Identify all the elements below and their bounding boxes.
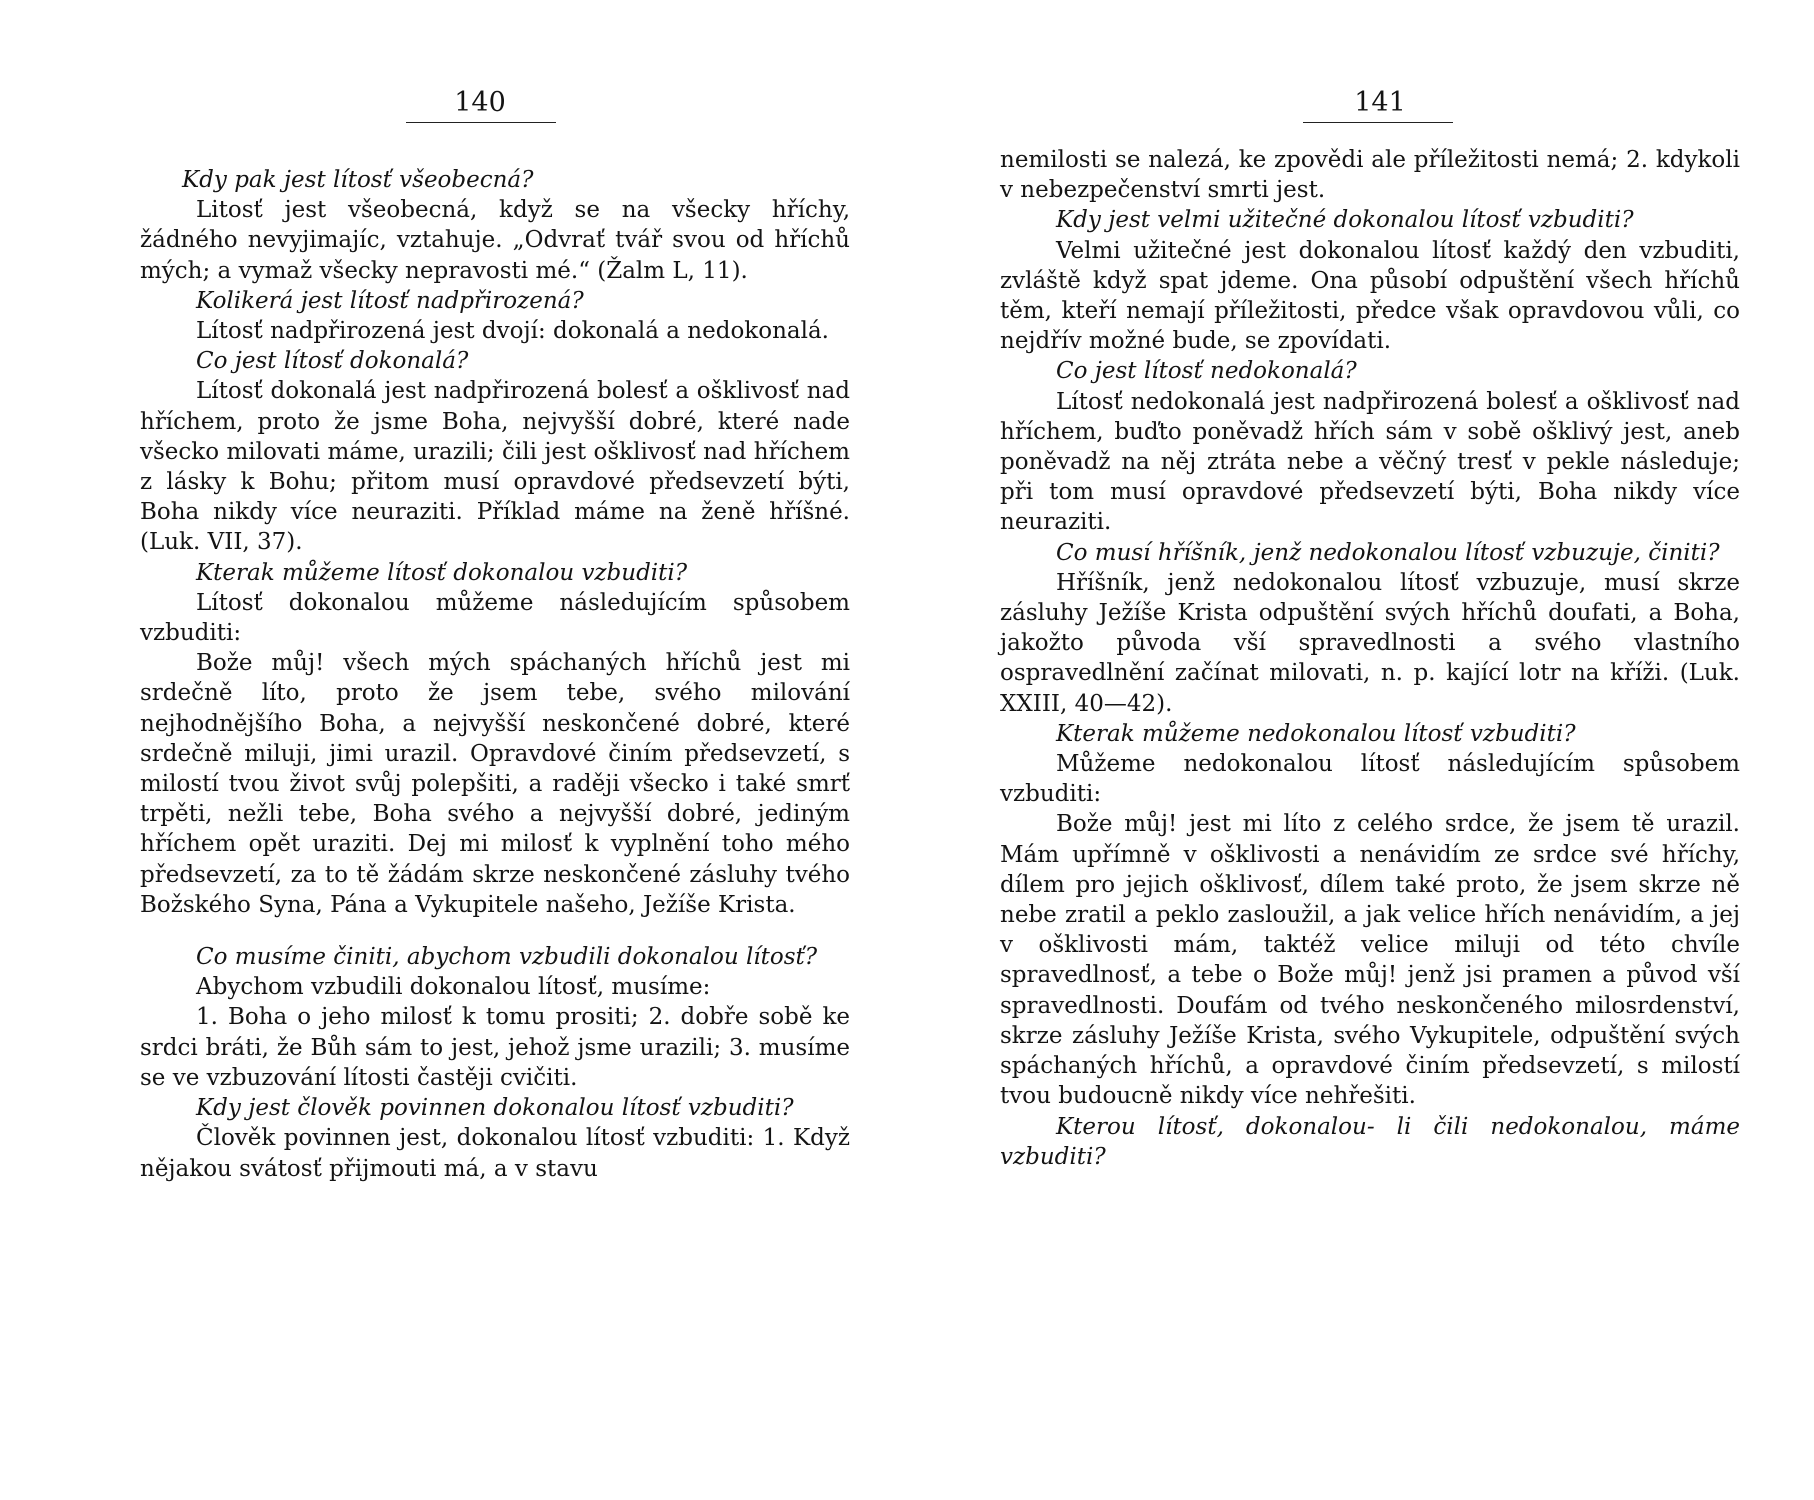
page-number-rule <box>406 122 556 123</box>
answer: Velmi užitečné jest dokonalou lítosť každý den vzbuditi, zvláště když spat jdeme. Ona působí odpuštění všech hříchů těm, kteří nemají příležitosti, předce však opravdovou vůli, co nejdřív možné bude, se zpovídati. <box>1000 237 1740 355</box>
question: Co musíme činiti, abychom vzbudili dokonalou lítosť? <box>196 944 818 971</box>
right-page <box>1000 0 1740 1172</box>
prayer: Bože můj! jest mi líto z celého srdce, že jsem tě urazil. Mám upřímně v ošklivosti a nenávidím ze srdce své hříchy, dílem pro jejich ošklivosť, dílem také proto, že jsem skrze ně nebe zratil a peklo zasloužil, a jak velice hřích nenávidím, a jej v ošklivosti mám, taktéž velice miluji od této chvíle spravedlnosť, a tebe o Bože můj! jenž jsi pramen a původ vší spravedlnosti. Doufám od tvého neskončeného milosrdenství, skrze zásluhy Ježíše Krista, svého Vykupitele, odpuštění svých spáchaných hříchů, a opravdové činím předsevzetí, s milostí tvou budoucně nikdy více nehřešiti. <box>1000 811 1740 1110</box>
question: Kdy jest člověk povinnen dokonalou lítosť vzbuditi? <box>196 1095 794 1122</box>
question: Kterak můžeme lítosť dokonalou vzbuditi? <box>196 559 688 586</box>
left-page <box>140 0 850 1184</box>
question: Kdy jest velmi užitečné dokonalou lítosť vzbuditi? <box>1056 207 1634 234</box>
question: Kterou lítosť, dokonalou- li čili nedokonalou, máme vzbuditi? <box>1000 1113 1740 1170</box>
answer: Lítosť nadpřirozená jest dvojí: dokonalá a nedokonalá. <box>196 318 829 345</box>
right-page-text <box>1000 145 1740 1172</box>
page-number: 141 <box>1354 87 1406 118</box>
answer: Abychom vzbudili dokonalou lítosť, musíme: <box>196 974 711 1001</box>
answer: Lítosť dokonalá jest nadpřirozená bolesť a ošklivosť nad hříchem, proto že jsme Boha, nejvyšší dobré, které nade všecko milovati máme, urazili; čili jest ošklivosť nad hříchem z lásky k Bohu; přitom musí opravdové předsevzetí býti, Boha nikdy více neuraziti. Příklad máme na ženě hříšné. (Luk. VII, 37). <box>140 378 850 556</box>
answer: Hříšník, jenž nedokonalou lítosť vzbuzuje, musí skrze zásluhy Ježíše Krista odpuštění svých hříchů doufati, a Boha, jakožto původa vší spravedlnosti a svého vlastního ospravedlnění začínat milovati, n. p. kající lotr na kříži. (Luk. XXIII, 40—42). <box>1000 569 1740 717</box>
question: Kolikerá jest lítosť nadpřirozená? <box>196 287 584 314</box>
continued-text: nemilosti se nalezá, ke zpovědi ale příležitosti nemá; 2. kdykoli v nebezpečenství smrti jest. <box>1000 147 1740 204</box>
question: Co jest lítosť dokonalá? <box>196 348 469 375</box>
answer: Lítosť nedokonalá jest nadpřirozená bolesť a ošklivosť nad hříchem, buďto poněvadž hřích sám v sobě ošklivý jest, aneb poněvadž na něj ztráta nebe a věčný tresť v pekle následuje; při tom musí opravdové předsevzetí býti, Boha nikdy více neuraziti. <box>1000 388 1740 536</box>
answer: Můžeme nedokonalou lítosť následujícím spůsobem vzbuditi: <box>1000 751 1740 808</box>
question: Co musí hříšník, jenž nedokonalou lítosť vzbuzuje, činiti? <box>1056 539 1720 566</box>
page-number-rule <box>1303 122 1453 123</box>
question: Kterak můžeme nedokonalou lítosť vzbuditi? <box>1056 720 1576 747</box>
answer: Člověk povinnen jest, dokonalou lítosť vzbuditi: 1. Když nějakou svátosť přijmouti má, a v stavu <box>140 1125 850 1182</box>
left-page-text <box>140 165 850 1184</box>
answer: Litosť jest všeobecná, když se na všecky hříchy, žádného nevyjimajíc, vztahuje. „Odvrať tvář svou od hříchů mých; a vymaž všecky nepravosti mé.“ (Žalm L, 11). <box>140 197 850 284</box>
question: Kdy pak jest lítosť všeobecná? <box>182 167 534 193</box>
question: Co jest lítosť nedokonalá? <box>1056 358 1357 385</box>
prayer: Bože můj! všech mých spáchaných hříchů jest mi srdečně líto, proto že jsem tebe, svého milování nejhodnějšího Boha, a nejvyšší neskončené dobré, které srdečně miluji, jimi urazil. Opravdové činím předsevzetí, s milostí tvou život svůj polepšiti, a raději všecko i také smrť trpěti, nežli tebe, Boha svého a nejvyšší dobré, jediným hříchem opět uraziti. Dej mi milosť k vyplnění toho mého předsevzetí, za to tě žádám skrze neskončené zásluhy tvého Božského Syna, Pána a Vykupitele našeho, Ježíše Krista. <box>140 650 850 918</box>
page-number: 140 <box>454 87 506 118</box>
answer: 1. Boha o jeho milosť k tomu prositi; 2. dobře sobě ke srdci bráti, že Bůh sám to jest, jehož jsme urazili; 3. musíme se ve vzbuzování lítosti častěji cvičiti. <box>140 1004 850 1091</box>
answer: Lítosť dokonalou můžeme následujícím spůsobem vzbuditi: <box>140 589 850 647</box>
